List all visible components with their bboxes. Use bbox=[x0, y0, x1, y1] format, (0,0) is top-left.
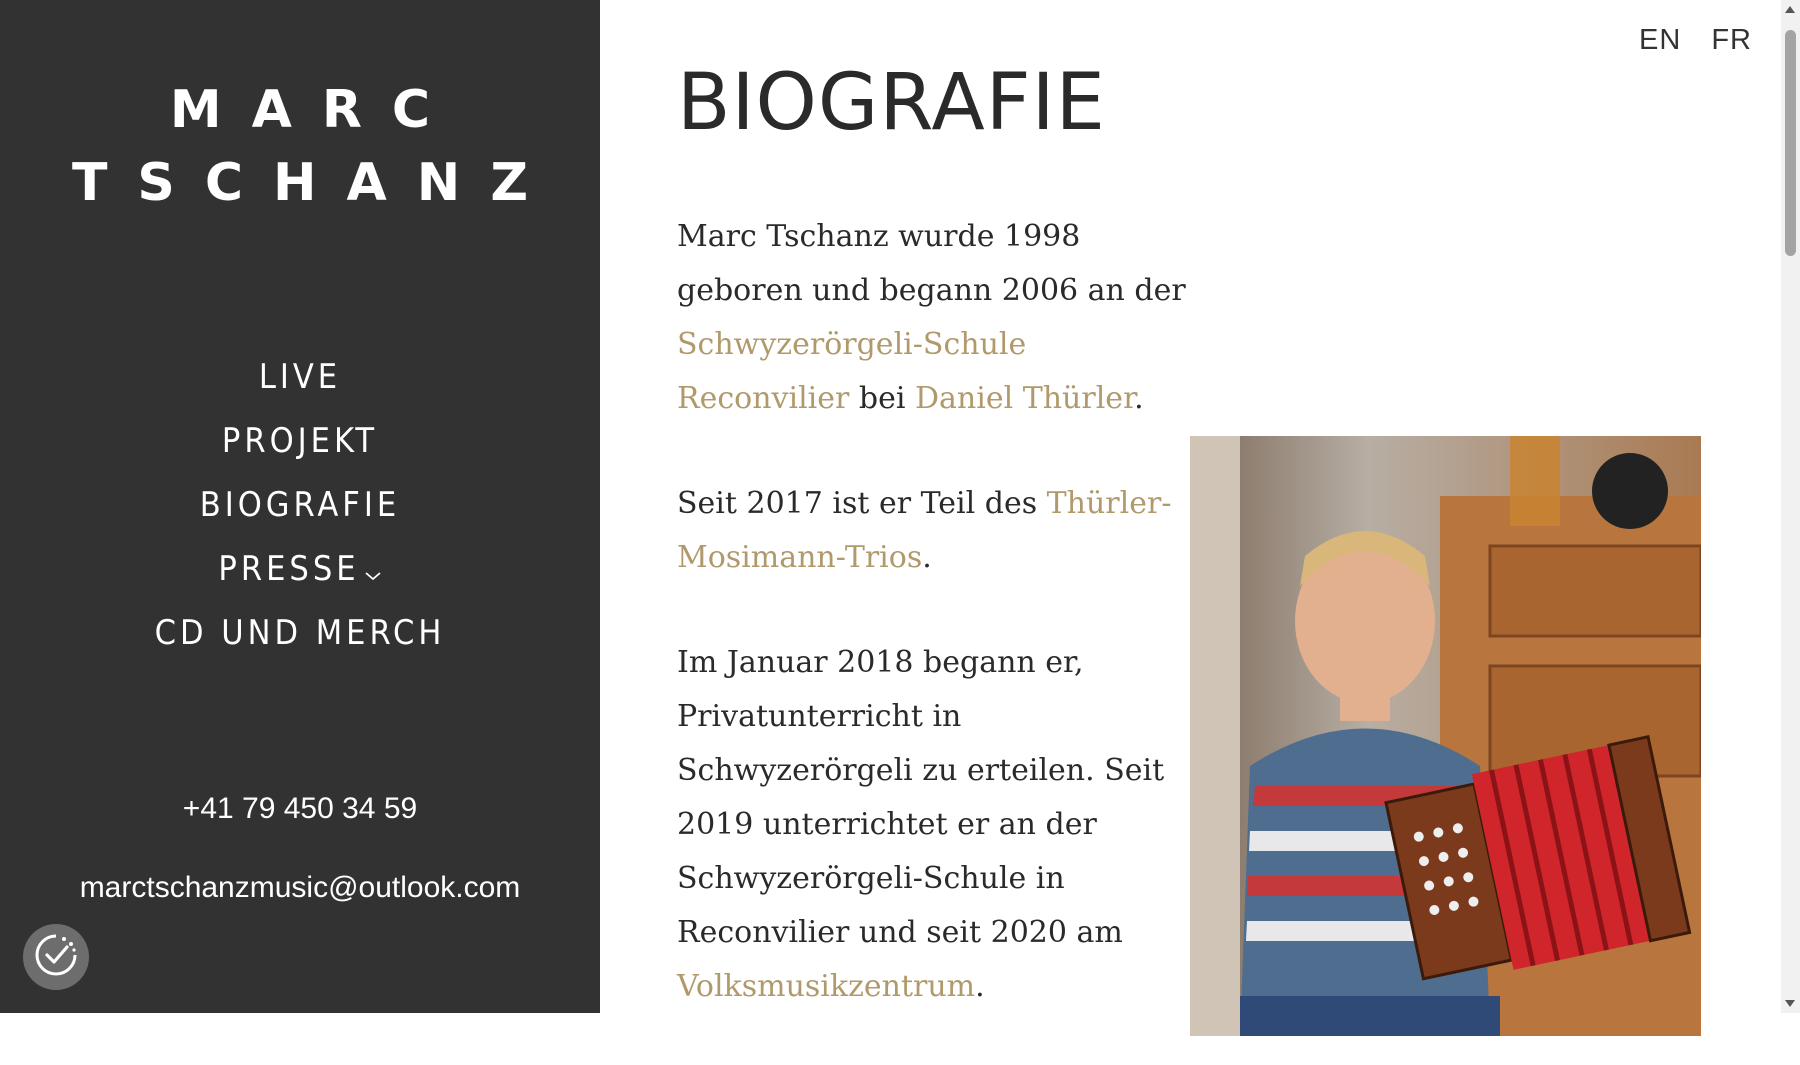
scroll-down-arrow-icon[interactable] bbox=[1785, 1000, 1795, 1007]
bio-paragraph-2 bbox=[677, 477, 1197, 585]
nav-item-live[interactable] bbox=[0, 345, 600, 409]
phone-link[interactable]: +41 79 450 34 59 bbox=[182, 792, 418, 825]
biography-text bbox=[677, 210, 1197, 1065]
nav-label-biografie: BIOGRAFIE bbox=[199, 485, 401, 525]
bio-paragraph-3 bbox=[677, 636, 1197, 1014]
bio-text: bei bbox=[849, 381, 915, 416]
bio-text: Seit 2017 ist er Teil des bbox=[677, 486, 1047, 521]
nav-item-presse[interactable] bbox=[0, 537, 600, 601]
cookie-consent-button[interactable] bbox=[23, 924, 89, 990]
bio-text: Marc Tschanz wurde 1998 geboren und begann 2006 an der bbox=[677, 219, 1186, 308]
vertical-scrollbar[interactable] bbox=[1781, 0, 1800, 1013]
email-link[interactable]: marctschanzmusic@outlook.com bbox=[79, 871, 521, 904]
bio-text: . bbox=[1134, 381, 1144, 416]
bio-text: . bbox=[975, 969, 985, 1004]
nav-label-cd-und-merch: CD UND MERCH bbox=[154, 613, 446, 653]
nav-label-live: LIVE bbox=[258, 357, 342, 397]
teacher-link[interactable]: Daniel Thürler bbox=[914, 381, 1135, 416]
nav-item-cd-und-merch[interactable] bbox=[0, 601, 600, 665]
cookie-consent-icon bbox=[33, 932, 79, 982]
site-logo-line1[interactable]: MARC bbox=[169, 80, 461, 140]
page-title: BIOGRAFIE bbox=[677, 58, 1106, 148]
nav-item-projekt[interactable] bbox=[0, 409, 600, 473]
scroll-up-arrow-icon[interactable] bbox=[1785, 6, 1795, 13]
volksmusikzentrum-link[interactable]: Volksmusikzentrum bbox=[677, 969, 976, 1004]
scrollbar-thumb[interactable] bbox=[1785, 30, 1796, 256]
lang-fr-link[interactable]: FR bbox=[1711, 24, 1752, 56]
nav-label-presse: PRESSE bbox=[218, 549, 360, 589]
bio-text: Im Januar 2018 begann er, Privatunterricht in Schwyzerörgeli zu erteilen. Seit 2019 unterrichtet er an der Schwyzerörgeli-Schule in Reconvilier und seit 2020 am bbox=[677, 645, 1165, 950]
child-with-accordion-photo bbox=[1190, 436, 1701, 1036]
nav-item-biografie[interactable] bbox=[0, 473, 600, 537]
school-link[interactable]: Schwyzerörgeli-Schule Reconvilier bbox=[677, 327, 1027, 416]
language-switcher bbox=[1639, 24, 1752, 57]
site-logo-line2[interactable]: TSCHANZ bbox=[71, 153, 559, 213]
main-navigation bbox=[0, 345, 600, 665]
bio-paragraph-1 bbox=[677, 210, 1197, 426]
bio-text: . bbox=[922, 540, 932, 575]
chevron-down-icon bbox=[364, 539, 382, 603]
nav-label-projekt: PROJEKT bbox=[221, 421, 379, 461]
sidebar bbox=[0, 0, 600, 1013]
lang-en-link[interactable]: EN bbox=[1639, 24, 1682, 56]
trio-link[interactable]: Thürler-Mosimann-Trios bbox=[677, 486, 1172, 575]
